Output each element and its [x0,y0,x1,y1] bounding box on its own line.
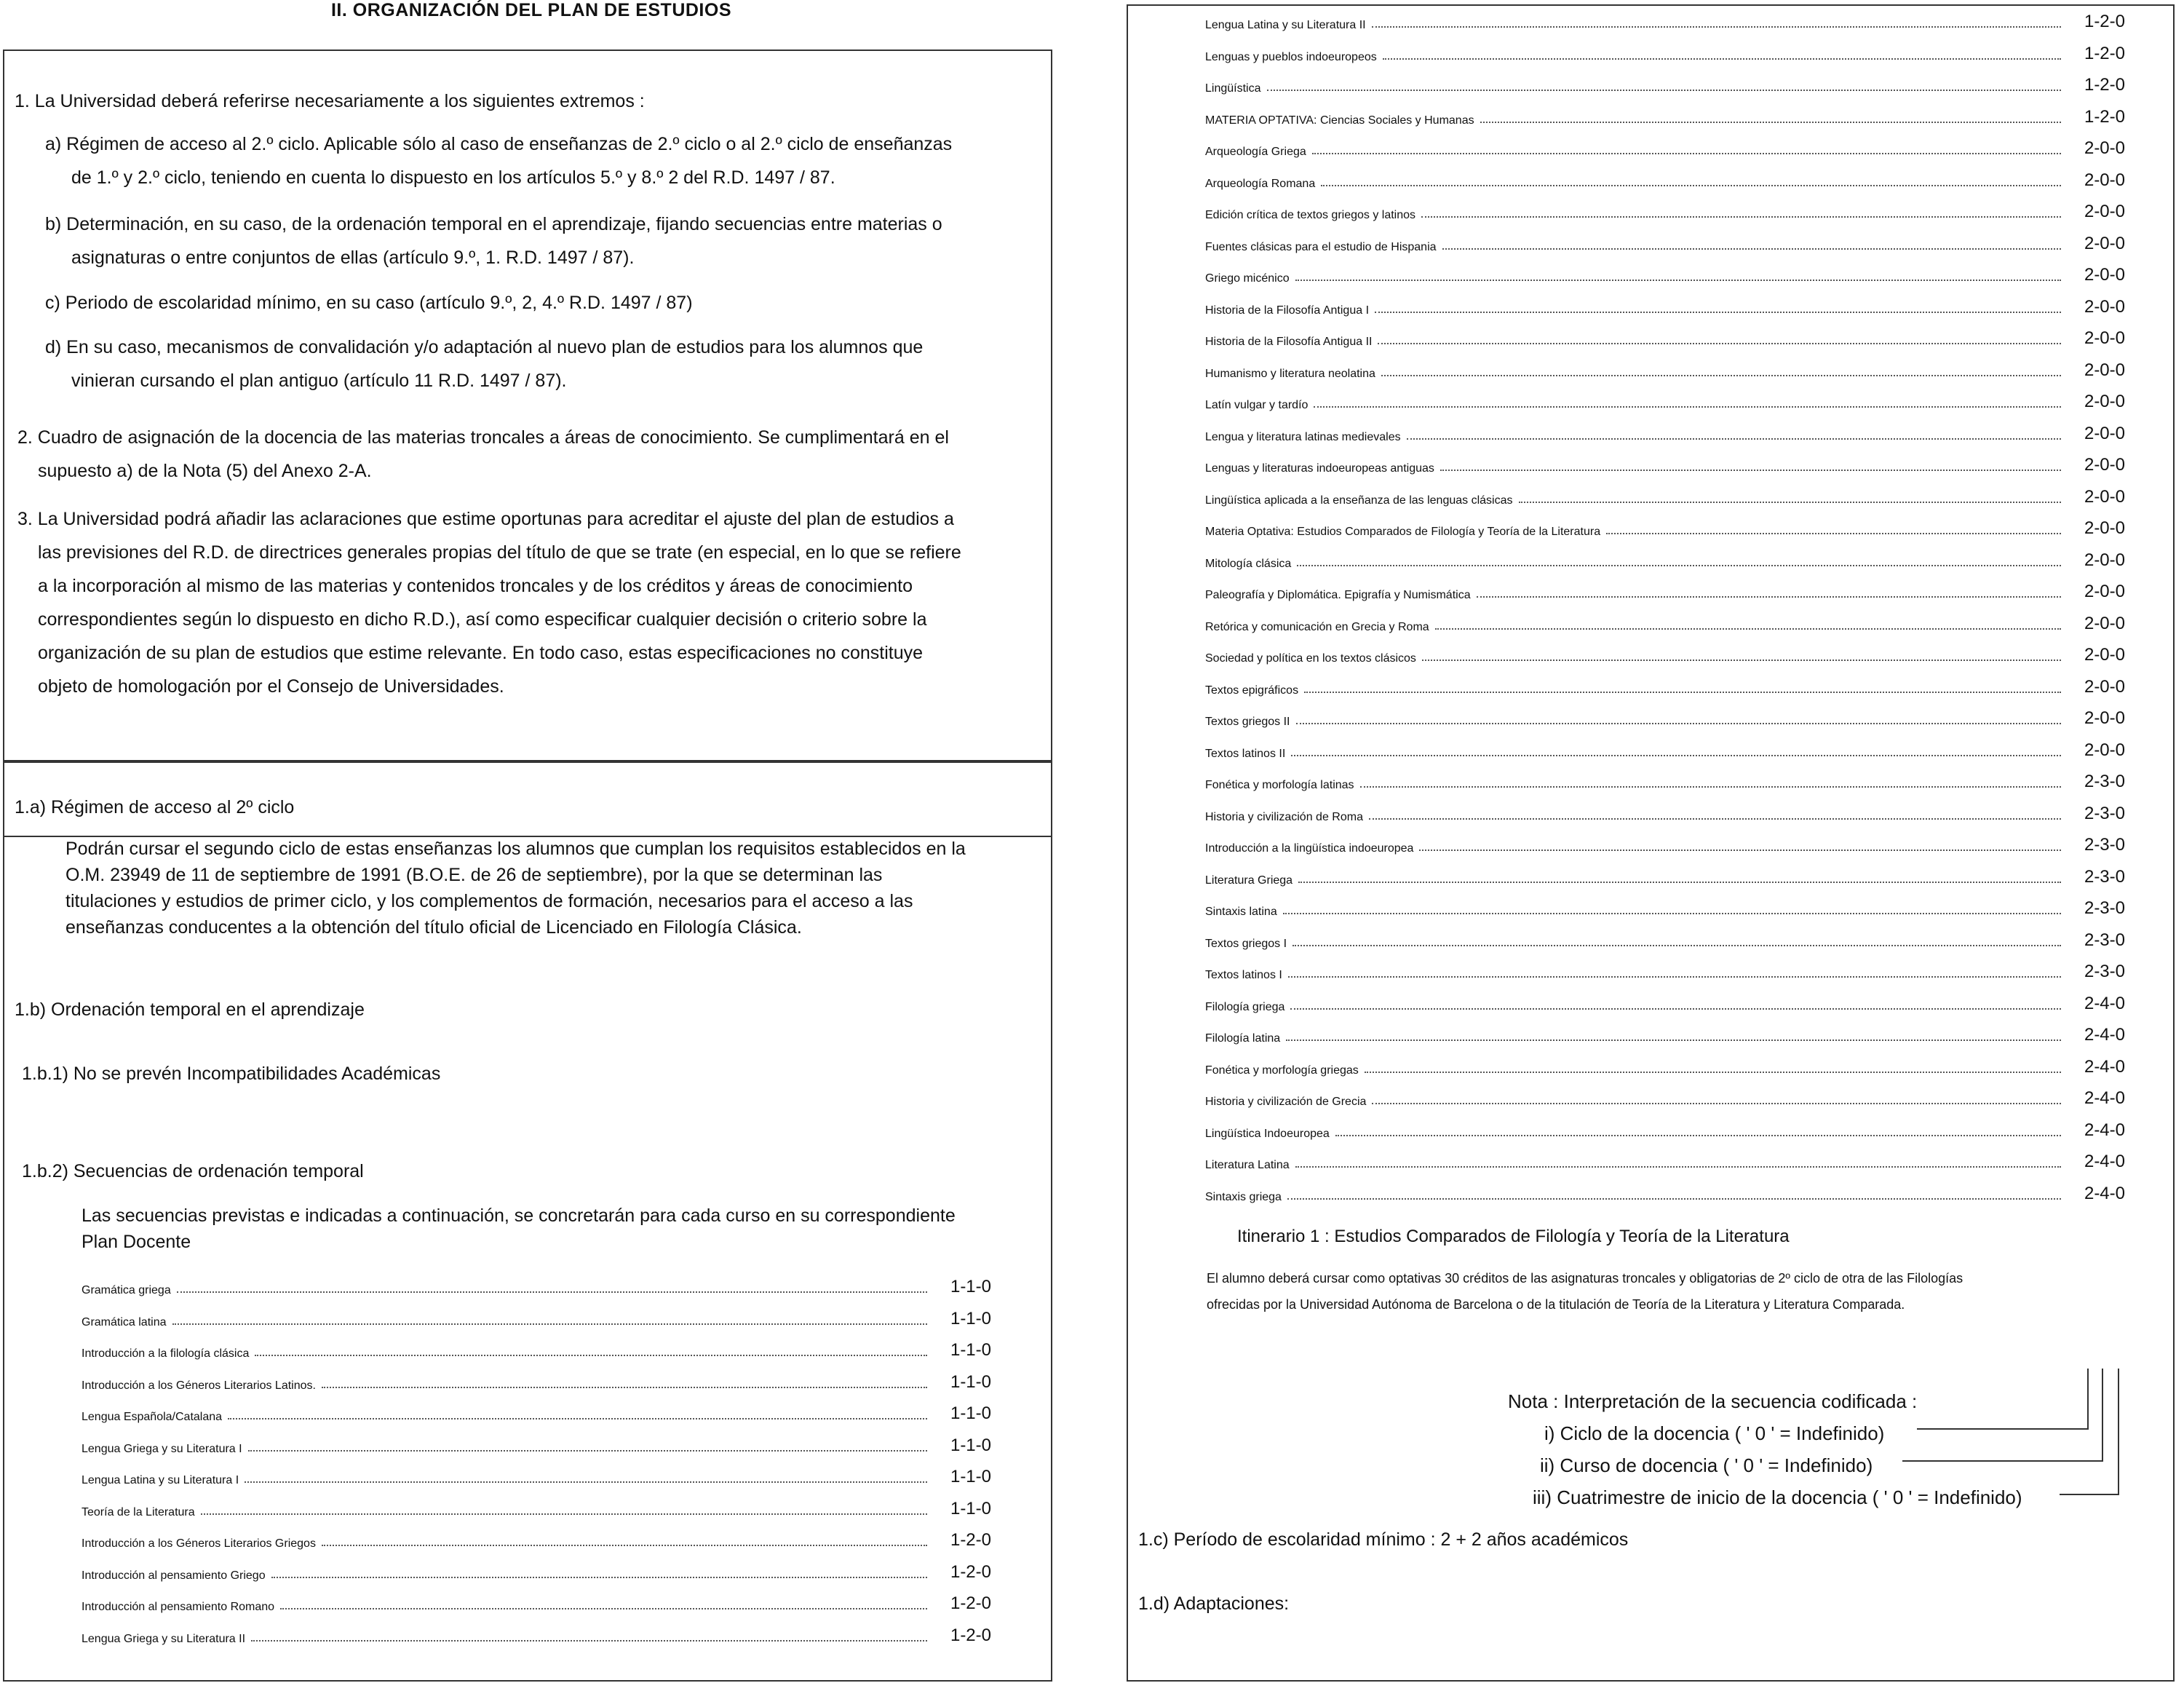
subject-label: Introducción al pensamiento Romano [82,1601,275,1613]
sequence-row [1205,549,2125,571]
instruction-3-line3: a la incorporación al mismo de las materias y contenidos troncales y de los créditos y áreas de conocimiento [38,576,913,596]
instruction-3-line6: objeto de homologación por el Consejo de Universidades. [38,676,504,697]
dot-leader [1419,850,2061,851]
subject-label: Lengua y literatura latinas medievales [1205,430,1401,443]
subject-label: Retórica y comunicación en Grecia y Roma [1205,620,1429,633]
section-1c: 1.c) Período de escolaridad mínimo : 2 + 2 años académicos [1138,1529,1629,1550]
sequence-row [1205,454,2125,475]
sequence-row [1205,929,2125,951]
subject-label: Introducción a la filología clásica [82,1347,250,1360]
dot-leader [1421,216,2061,218]
subject-label: Sociedad y política en los textos clásicos [1205,652,1416,665]
subject-label: Sintaxis latina [1205,906,1277,918]
sequence-row [1205,992,2125,1014]
instruction-3-line5: organización de su plan de estudios que estime relevante. En todo caso, estas especificaciones no constituye [38,643,924,663]
dot-leader [1381,375,2061,376]
sequence-row [82,1529,991,1551]
dot-leader [1440,470,2061,471]
sequence-code: 2-0-0 [2084,360,2125,380]
section-1b2-desc-2: Plan Docente [82,1232,191,1252]
instruction-3-line2: las previsiones del R.D. de directrices generales propias del título de que se trate (en especial, en lo que se refiere [38,542,961,563]
dot-leader [201,1513,927,1515]
section-1a-text-2: O.M. 23949 de 11 de septiembre de 1991 (B.O.E. de 26 de septiembre), por la que se determinan las [65,865,883,885]
sequence-code: 2-0-0 [2084,265,2125,285]
subject-label: Lingüística Indoeuropea [1205,1127,1330,1140]
bracket-line [1902,1460,2103,1462]
sequence-code: 2-3-0 [2084,835,2125,855]
dot-leader [1312,153,2061,154]
sequence-code: 1-2-0 [950,1625,991,1645]
dot-leader [1519,502,2062,503]
sequence-code: 2-0-0 [2084,233,2125,253]
dot-leader [1288,976,2061,978]
sequence-code: 1-1-0 [950,1403,991,1423]
dot-leader [1422,660,2061,661]
dot-leader [1298,882,2061,883]
instruction-d-line1: d) En su caso, mecanismos de convalidación y/o adaptación al nuevo plan de estudios para los alumnos que [45,337,924,357]
dot-leader [1286,1040,2061,1041]
dot-leader [1292,945,2061,946]
dot-leader [1477,596,2061,598]
subject-label: Sintaxis griega [1205,1190,1282,1203]
sequence-row [82,1339,991,1361]
section-1d: 1.d) Adaptaciones: [1138,1593,1290,1614]
sequence-code: 2-3-0 [2084,803,2125,823]
sequence-code: 2-0-0 [2084,676,2125,697]
nota-iii: iii) Cuatrimestre de inicio de la docencia ( ' 0 ' = Indefinido) [1533,1486,2022,1508]
subject-label: Introducción a la lingüística indoeuropea [1205,842,1414,855]
subject-label: Arqueología Romana [1205,177,1316,190]
sequence-code: 2-4-0 [2084,1152,2125,1171]
sequence-code: 1-2-0 [2084,12,2125,31]
sequence-row [82,1307,991,1329]
sequence-row [1205,422,2125,444]
dot-leader [1295,280,2061,281]
subject-label: Lengua Latina y su Literatura I [82,1474,239,1486]
section-1b2-desc-1: Las secuencias previstas e indicadas a continuación, se concretarán para cada curso en su correspondiente [82,1205,956,1226]
bracket-line [2087,1369,2089,1428]
subject-label: Textos griegos II [1205,716,1290,728]
subject-label: Lenguas y literaturas indoeuropeas antiguas [1205,462,1434,475]
page-title: II. ORGANIZACIÓN DEL PLAN DE ESTUDIOS [330,0,732,20]
dot-leader [1290,1008,2061,1010]
dot-leader [1606,533,2061,534]
sequence-code: 2-3-0 [2084,898,2125,918]
sequence-code: 2-0-0 [2084,518,2125,538]
dot-leader [1372,26,2061,28]
nota-i: i) Ciclo de la docencia ( ' 0 ' = Indefinido) [1544,1422,1885,1444]
instruction-3-line4: correspondientes según lo dispuesto en dicho R.D.), así como especificar cualquier decisión o criterio sobre la [38,609,927,630]
sequence-code: 2-4-0 [2084,1025,2125,1045]
subject-label: Fonética y morfología latinas [1205,779,1354,791]
sequence-code: 2-0-0 [2084,582,2125,601]
subject-label: Fonética y morfología griegas [1205,1064,1359,1077]
dot-leader [228,1418,927,1419]
dot-leader [1365,1072,2061,1073]
bracket-line [2102,1369,2103,1460]
sequence-row [1205,676,2125,697]
sequence-row [1205,612,2125,634]
bracket-line [1917,1428,2089,1430]
sequence-code: 1-2-0 [950,1530,991,1550]
bracket-line [2118,1369,2119,1494]
subject-label: Textos griegos I [1205,937,1287,950]
nota-title: Nota : Interpretación de la secuencia codificada : [1508,1390,1918,1412]
subject-label: Filología latina [1205,1032,1281,1045]
dot-leader [1267,90,2062,91]
instruction-1: 1. La Universidad deberá referirse necesariamente a los siguientes extremos : [15,91,645,111]
sequence-code: 2-0-0 [2084,138,2125,158]
subject-label: Introducción a los Géneros Literarios Griegos [82,1537,316,1550]
dot-leader [1321,185,2061,186]
dot-leader [280,1608,927,1609]
dot-leader [248,1450,927,1452]
subject-label: Filología griega [1205,1000,1285,1013]
instruction-3-line1: 3. La Universidad podrá añadir las aclaraciones que estime oportunas para acreditar el ajuste del plan de estudios a [17,509,954,529]
dot-leader [251,1640,927,1642]
sequence-code: 1-2-0 [2084,43,2125,63]
dot-leader [1335,1135,2061,1136]
sequence-row [82,1371,991,1393]
subject-label: Lengua Latina y su Literatura II [1205,19,1366,31]
section-1a-heading: 1.a) Régimen de acceso al 2º ciclo [15,797,295,817]
sequence-row [1205,833,2125,855]
sequence-row [1205,1023,2125,1045]
sequence-row [82,1624,991,1646]
sequence-row [1205,296,2125,317]
sequence-row [1205,200,2125,222]
dot-leader [1291,755,2061,756]
sequence-row [1205,707,2125,729]
sequence-row [82,1434,991,1456]
sequence-row [1205,770,2125,792]
sequence-code: 1-1-0 [950,1277,991,1296]
sequence-row [1205,866,2125,887]
sequence-row [1205,960,2125,982]
subject-label: Historia de la Filosofía Antigua II [1205,336,1373,348]
sequence-code: 1-2-0 [2084,106,2125,127]
subject-label: Textos latinos II [1205,747,1286,760]
bracket-line [2060,1494,2119,1495]
sequence-row [1205,644,2125,665]
instruction-b-line1: b) Determinación, en su caso, de la ordenación temporal en el aprendizaje, fijando secuencias entre materias o [45,214,942,234]
subject-label: Literatura Latina [1205,1159,1290,1171]
subject-label: Textos epigráficos [1205,684,1299,697]
sequence-row [1205,106,2125,127]
sequence-code: 2-0-0 [2084,708,2125,728]
sequence-code: 1-1-0 [950,1308,991,1328]
dot-leader [271,1577,927,1578]
sequence-code: 2-0-0 [2084,170,2125,190]
sequence-code: 1-1-0 [950,1340,991,1360]
sequence-row [1205,580,2125,602]
subject-label: Literatura Griega [1205,874,1293,887]
dot-leader [1296,723,2062,724]
sequence-row [82,1402,991,1424]
instruction-a-line1: a) Régimen de acceso al 2.º ciclo. Aplicable sólo al caso de enseñanzas de 2.º ciclo o al 2.º ciclo de enseñanzas [45,134,953,154]
subject-label: Griego micénico [1205,272,1290,285]
subject-label: Lengua Griega y su Literatura I [82,1442,242,1455]
sequence-code: 2-0-0 [2084,455,2125,475]
sequence-code: 2-0-0 [2084,740,2125,760]
subject-label: Gramática latina [82,1315,167,1328]
sequence-row [1205,739,2125,761]
dot-leader [1295,1166,2061,1168]
sequence-row [1205,802,2125,824]
sequence-code: 2-0-0 [2084,613,2125,633]
dot-leader [1314,406,2061,408]
sequence-code: 2-0-0 [2084,328,2125,348]
sequence-code: 1-1-0 [950,1498,991,1518]
subject-label: Lengua Griega y su Literatura II [82,1632,246,1645]
alumno-note-2: ofrecidas por la Universidad Autónoma de Barcelona o de la titulación de Teoría de la Literatura y Literatura Comparada. [1207,1297,1905,1312]
instruction-c: c) Periodo de escolaridad mínimo, en su caso (artículo 9.º, 2, 4.º R.D. 1497 / 87) [45,293,693,313]
subject-label: Historia y civilización de Grecia [1205,1096,1367,1108]
subject-label: Arqueología Griega [1205,146,1306,158]
dot-leader [1375,312,2061,313]
dot-leader [1360,786,2061,788]
section-1a-text-4: enseñanzas conducentes a la obtención del título oficial de Licenciado en Filología Clásica. [65,917,802,938]
instruction-2-line1: 2. Cuadro de asignación de la docencia de las materias troncales a áreas de conocimiento. Se cumplimentará en el [17,427,949,448]
subject-label: Lenguas y pueblos indoeuropeos [1205,50,1377,63]
subject-label: Gramática griega [82,1284,171,1296]
sequence-row [1205,74,2125,95]
sequence-row [1205,390,2125,412]
sequence-code: 1-2-0 [950,1561,991,1582]
sequence-row [1205,897,2125,919]
instruction-2-line2: supuesto a) de la Nota (5) del Anexo 2-A. [38,461,372,481]
sequence-code: 2-0-0 [2084,423,2125,443]
sequence-row [82,1561,991,1583]
dot-leader [322,1545,927,1546]
section-1a-text-3: titulaciones y estudios de primer ciclo, y los complementos de formación, necesarios para el acceso a las [65,891,913,911]
dot-leader [1383,58,2061,60]
sequence-code: 2-0-0 [2084,202,2125,221]
subject-label: Introducción al pensamiento Griego [82,1569,266,1582]
sequence-code: 2-0-0 [2084,550,2125,570]
sequence-code: 2-4-0 [2084,1056,2125,1077]
sequence-code: 1-2-0 [2084,75,2125,95]
sequence-row [1205,264,2125,285]
sequence-code: 1-2-0 [950,1593,991,1613]
sequence-code: 1-1-0 [950,1371,991,1392]
sequence-row [1205,42,2125,64]
section-1b1: 1.b.1) No se prevén Incompatibilidades Académicas [22,1064,441,1084]
sequence-row [1205,486,2125,507]
alumno-note-1: El alumno deberá cursar como optativas 30 créditos de las asignaturas troncales y obligatorias de 2º ciclo de otra de las Filologías [1207,1271,1963,1286]
dot-leader [1304,692,2061,693]
instruction-b-line2: asignaturas o entre conjuntos de ellas (artículo 9.º, 1. R.D. 1497 / 87). [71,248,635,268]
dot-leader [245,1481,927,1483]
dot-leader [322,1387,927,1388]
sequence-row [1205,517,2125,539]
subject-label: Historia de la Filosofía Antigua I [1205,304,1370,317]
subject-label: Materia Optativa: Estudios Comparados de Filología y Teoría de la Literatura [1205,526,1601,538]
sequence-code: 1-1-0 [950,1435,991,1455]
subject-label: Fuentes clásicas para el estudio de Hispania [1205,240,1437,253]
dot-leader [255,1355,927,1356]
sequence-code: 2-3-0 [2084,772,2125,791]
sequence-row [1205,137,2125,159]
subject-label: Lengua Española/Catalana [82,1411,223,1423]
sequence-row [1205,1119,2125,1141]
subject-label: Teoría de la Literatura [82,1505,195,1518]
subject-label: Humanismo y literatura neolatina [1205,367,1375,380]
subject-label: Edición crítica de textos griegos y latinos [1205,209,1416,221]
sequence-row [1205,327,2125,349]
sequence-code: 2-0-0 [2084,392,2125,411]
section-1b-heading: 1.b) Ordenación temporal en el aprendizaje [15,999,365,1020]
sequence-code: 2-4-0 [2084,1088,2125,1108]
sequence-code: 2-3-0 [2084,962,2125,981]
sequence-row [1205,359,2125,381]
dot-leader [1435,628,2061,630]
sequence-code: 2-0-0 [2084,296,2125,317]
sequence-row [1205,1056,2125,1077]
dot-leader [1283,913,2061,914]
subject-label: Mitología clásica [1205,557,1292,570]
subject-label: Historia y civilización de Roma [1205,810,1363,823]
dot-leader [1369,818,2061,820]
dot-leader [177,1291,927,1293]
sequence-row [82,1497,991,1519]
subject-label: MATERIA OPTATIVA: Ciencias Sociales y Humanas [1205,114,1474,127]
sequence-code: 2-0-0 [2084,645,2125,665]
dot-leader [1378,343,2061,344]
sequence-code: 2-0-0 [2084,486,2125,507]
subject-label: Lingüística aplicada a la enseñanza de las lenguas clásicas [1205,494,1513,507]
instruction-a-line2: de 1.º y 2.º ciclo, teniendo en cuenta lo dispuesto en los artículos 5.º y 8.º 2 del R.D. 1497 / 87. [71,167,835,188]
sequence-row [82,1275,991,1297]
itinerario: Itinerario 1 : Estudios Comparados de Filología y Teoría de la Literatura [1237,1227,1790,1246]
dot-leader [1480,122,2061,123]
sequence-row [1205,169,2125,191]
sequence-code: 2-3-0 [2084,866,2125,887]
sequence-code: 2-3-0 [2084,930,2125,950]
sequence-row [82,1465,991,1487]
subject-label: Lingüística [1205,82,1261,95]
sequence-code: 2-4-0 [2084,1183,2125,1203]
subject-label: Latín vulgar y tardío [1205,399,1309,411]
section-1b2: 1.b.2) Secuencias de ordenación temporal [22,1161,364,1181]
section-1a-text-1: Podrán cursar el segundo ciclo de estas enseñanzas los alumnos que cumplan los requisitos establecidos en la [65,839,966,859]
instruction-d-line2: vinieran cursando el plan antiguo (artículo 11 R.D. 1497 / 87). [71,371,567,391]
sequence-row [1205,10,2125,32]
dot-leader [1287,1198,2061,1200]
subject-label: Introducción a los Géneros Literarios Latinos. [82,1379,316,1392]
sequence-row [82,1592,991,1614]
sequence-row [1205,1150,2125,1172]
sequence-code: 2-4-0 [2084,1120,2125,1140]
dot-leader [1372,1103,2061,1104]
sequence-code: 1-1-0 [950,1467,991,1486]
sequence-row [1205,1087,2125,1109]
sequence-row [1205,1182,2125,1204]
sequence-row [1205,232,2125,254]
dot-leader [1297,565,2061,566]
dot-leader [172,1323,928,1325]
sequence-code: 2-4-0 [2084,993,2125,1013]
dot-leader [1442,248,2061,250]
dot-leader [1407,438,2061,440]
nota-ii: ii) Curso de docencia ( ' 0 ' = Indefinido) [1540,1454,1873,1476]
subject-label: Textos latinos I [1205,969,1282,981]
subject-label: Paleografía y Diplomática. Epigrafía y Numismática [1205,589,1471,601]
